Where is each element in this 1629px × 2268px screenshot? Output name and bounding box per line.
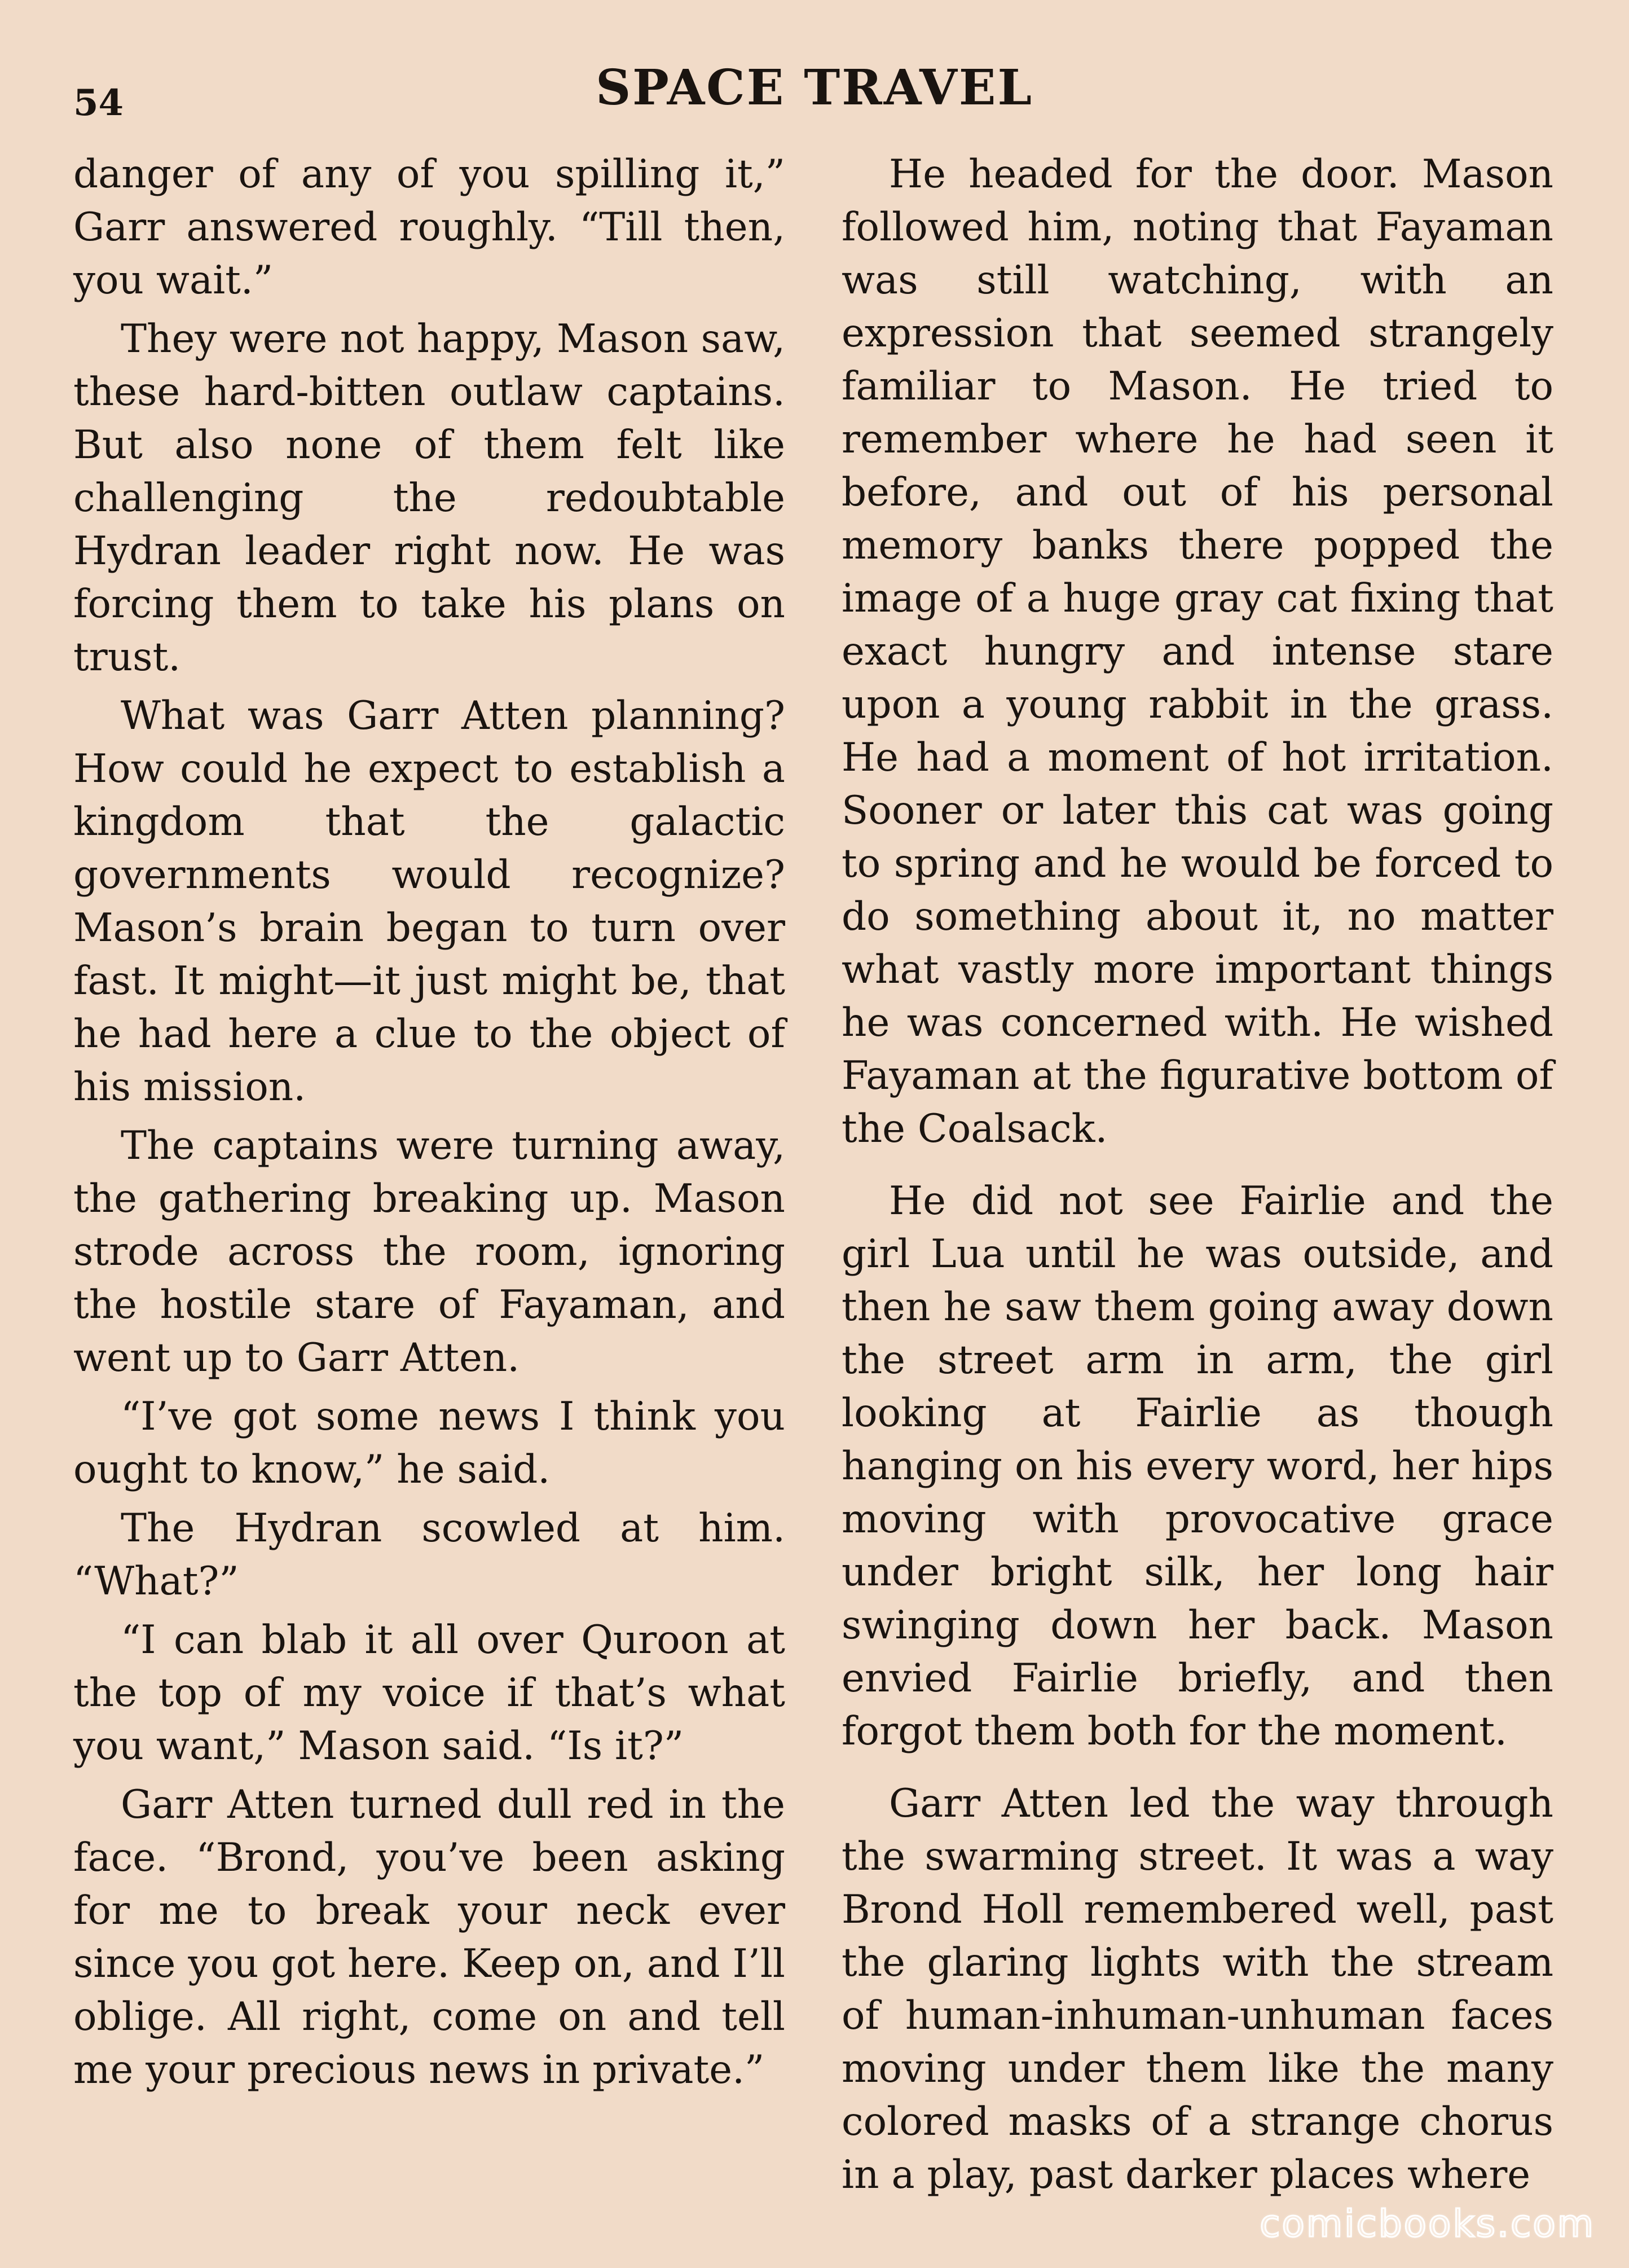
- paragraph: Garr Atten led the way through the swarming street. It was a way Brond Holl remembered well, past the glaring lights with the stream of human-inhuman-unhuman faces moving under them like the many colored masks of a strange chorus in a play, past darker places where: [842, 1781, 1553, 2197]
- watermark: comicbooks.com: [1260, 2202, 1595, 2245]
- paragraph: “I can blab it all over Quroon at the top of my voice if that’s what you want,” Mason said. “Is it?”: [73, 1618, 785, 1769]
- paragraph: The Hydran scowled at him. “What?”: [73, 1506, 785, 1604]
- paragraph: “I’ve got some news I think you ought to know,” he said.: [73, 1394, 785, 1492]
- paragraph: He did not see Fairlie and the girl Lua until he was outside, and then he saw them going away down the street arm in arm, the girl looking at Fairlie as though hanging on his every word, her hips moving with provocative grace under bright silk, her long hair swinging down her back. Mason envied Fairlie briefly, and then forgot them both for the moment.: [842, 1179, 1553, 1754]
- paragraph: They were not happy, Mason saw, these hard-bitten outlaw captains. But also none of them felt like challenging the redoubtable Hydran leader right now. He was forcing them to take his plans on trust.: [73, 317, 785, 680]
- paragraph: Garr Atten turned dull red in the face. “Brond, you’ve been asking for me to break your neck ever since you got here. Keep on, and I’ll oblige. All right, come on and tell me your precious news in private.”: [73, 1782, 785, 2093]
- left-column: [73, 148, 785, 2102]
- right-column: [842, 148, 1553, 2207]
- paragraph: He headed for the door. Mason followed him, noting that Fayaman was still watching, with an expression that seemed strangely familiar to Mason. He tried to remember where he had seen it before, and out of his personal memory banks there popped the image of a huge gray cat fixing that exact hungry and intense stare upon a young rabbit in the grass. He had a moment of hot irritation. Sooner or later this cat was going to spring and he would be forced to do something about it, no matter what vastly more important things he was concerned with. He wished Fayaman at the figurative bottom of the Coalsack.: [842, 152, 1553, 1151]
- paragraph: danger of any of you spilling it,” Garr answered roughly. “Till then, you wait.”: [73, 152, 785, 303]
- page-number: 54: [73, 82, 124, 124]
- running-head: SPACE TRAVEL: [596, 59, 1033, 116]
- paragraph: The captains were turning away, the gathering breaking up. Mason strode across the room, ignoring the hostile stare of Fayaman, and went up to Garr Atten.: [73, 1123, 785, 1381]
- paragraph: What was Garr Atten planning? How could he expect to establish a kingdom that the galactic governments would recognize? Mason’s brain began to turn over fast. It might—it just might be, that he had here a clue to the object of his mission.: [73, 693, 785, 1110]
- page-header: [73, 54, 1556, 124]
